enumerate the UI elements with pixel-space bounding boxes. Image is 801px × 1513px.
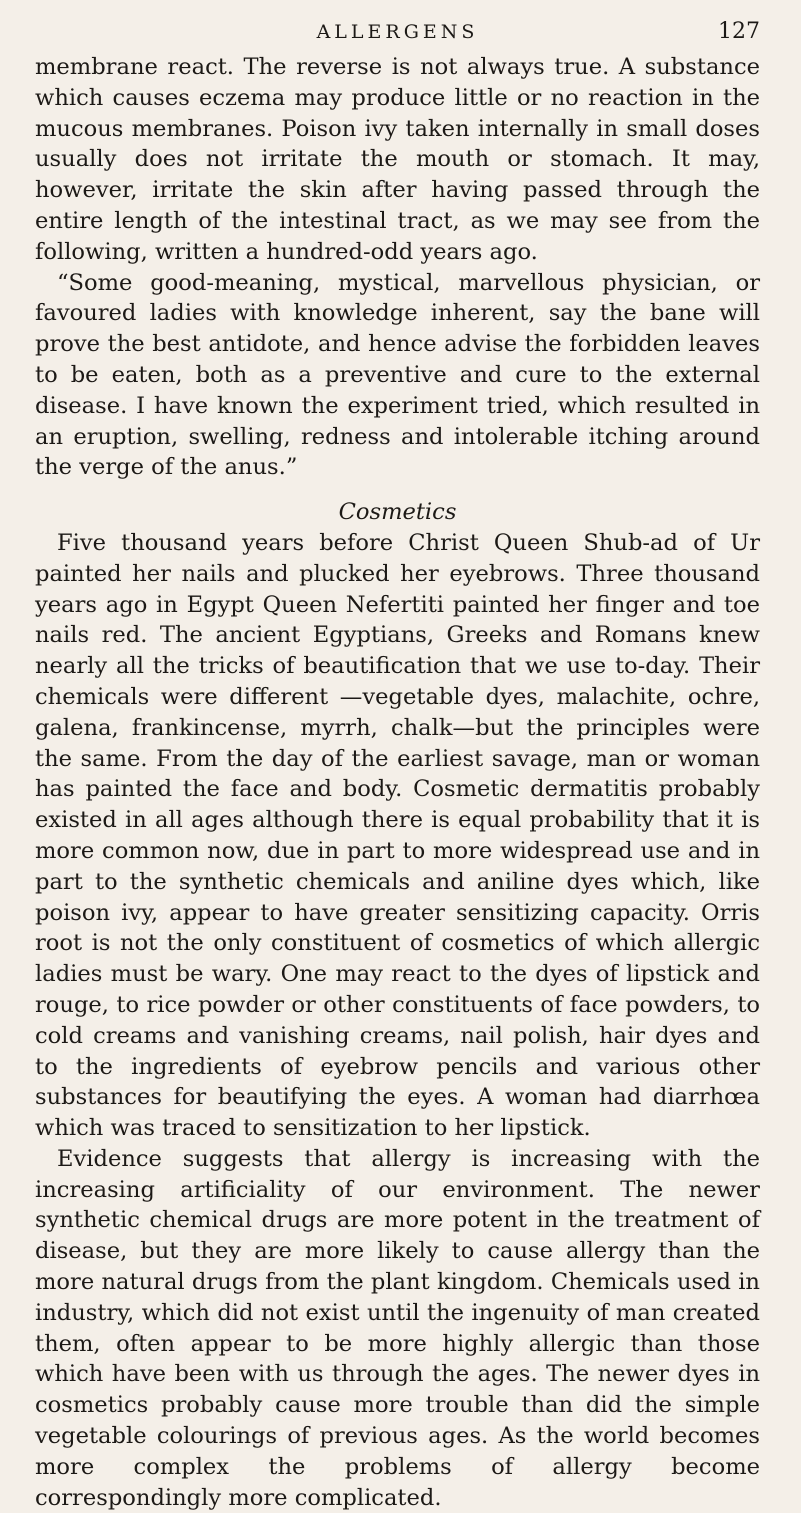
paragraph-evidence: Evidence suggests that allergy is increasing with the increasing artificiality of our environment. The newer synthetic chemical drugs are more potent in the treatment of disease, but they are more likely to cause allergy than the more natural drugs from the plant kingdom. Chemicals used in industry, which did not exist until the ingenuity of man created them, often appear to be more highly allergic than those which have been with us through the ages. The newer dyes in cosmetics probably cause more trouble than did the simple vegetable colourings of previous ages. As the world becomes more complex the problems of allergy become correspondingly more complicated. <box>35 1145 760 1511</box>
running-title: ALLERGENS <box>316 21 479 43</box>
paragraph-quotation: “Some good-meaning, mystical, marvellous physician, or favoured ladies with knowledge inherent, say the bane will prove the best antidote, and hence advise the forbidden leaves to be eaten, both as a preventive and cure to the external disease. I have known the experiment tried, which resulted in an eruption, swelling, redness and intolerable itching around the verge of the anus.” <box>35 269 760 481</box>
book-page <box>35 12 760 1511</box>
body-text <box>35 52 760 1513</box>
paragraph-cosmetics-history: Five thousand years before Christ Queen Shub-ad of Ur painted her nails and plucked her eyebrows. Three thousand years ago in Egypt Queen Nefertiti painted her finger and toe nails red. The ancient Egyptians, Greeks and Romans knew nearly all the tricks of beautification that we use to-day. Their chemicals were different —vegetable dyes, malachite, ochre, galena, frankincense, myrrh, chalk—but the principles were the same. From the day of the earliest savage, man or woman has painted the face and body. Cosmetic dermatitis probably existed in all ages although there is equal probability that it is more common now, due in part to more widespread use and in part to the synthetic chemicals and aniline dyes which, like poison ivy, appear to have greater sensitizing capacity. Orris root is not the only constituent of cosmetics of which allergic ladies must be wary. One may react to the dyes of lipstick and rouge, to rice powder or other constituents of face powders, to cold creams and vanishing creams, nail polish, hair dyes and to the ingredients of eyebrow pencils and various other substances for beautifying the eyes. A woman had diarrhœa which was traced to sensitization to her lipstick. <box>35 529 760 1142</box>
running-header <box>35 12 760 52</box>
paragraph-continuation: membrane react. The reverse is not always true. A substance which causes eczema may produce little or no reaction in the mucous membranes. Poison ivy taken internally in small doses usually does not irritate the mouth or stomach. It may, however, irritate the skin after having passed through the entire length of the intestinal tract, as we may see from the following, written a hundred-odd years ago. <box>35 54 760 265</box>
page-number: 127 <box>718 19 760 44</box>
section-heading-cosmetics: Cosmetics <box>338 499 457 526</box>
